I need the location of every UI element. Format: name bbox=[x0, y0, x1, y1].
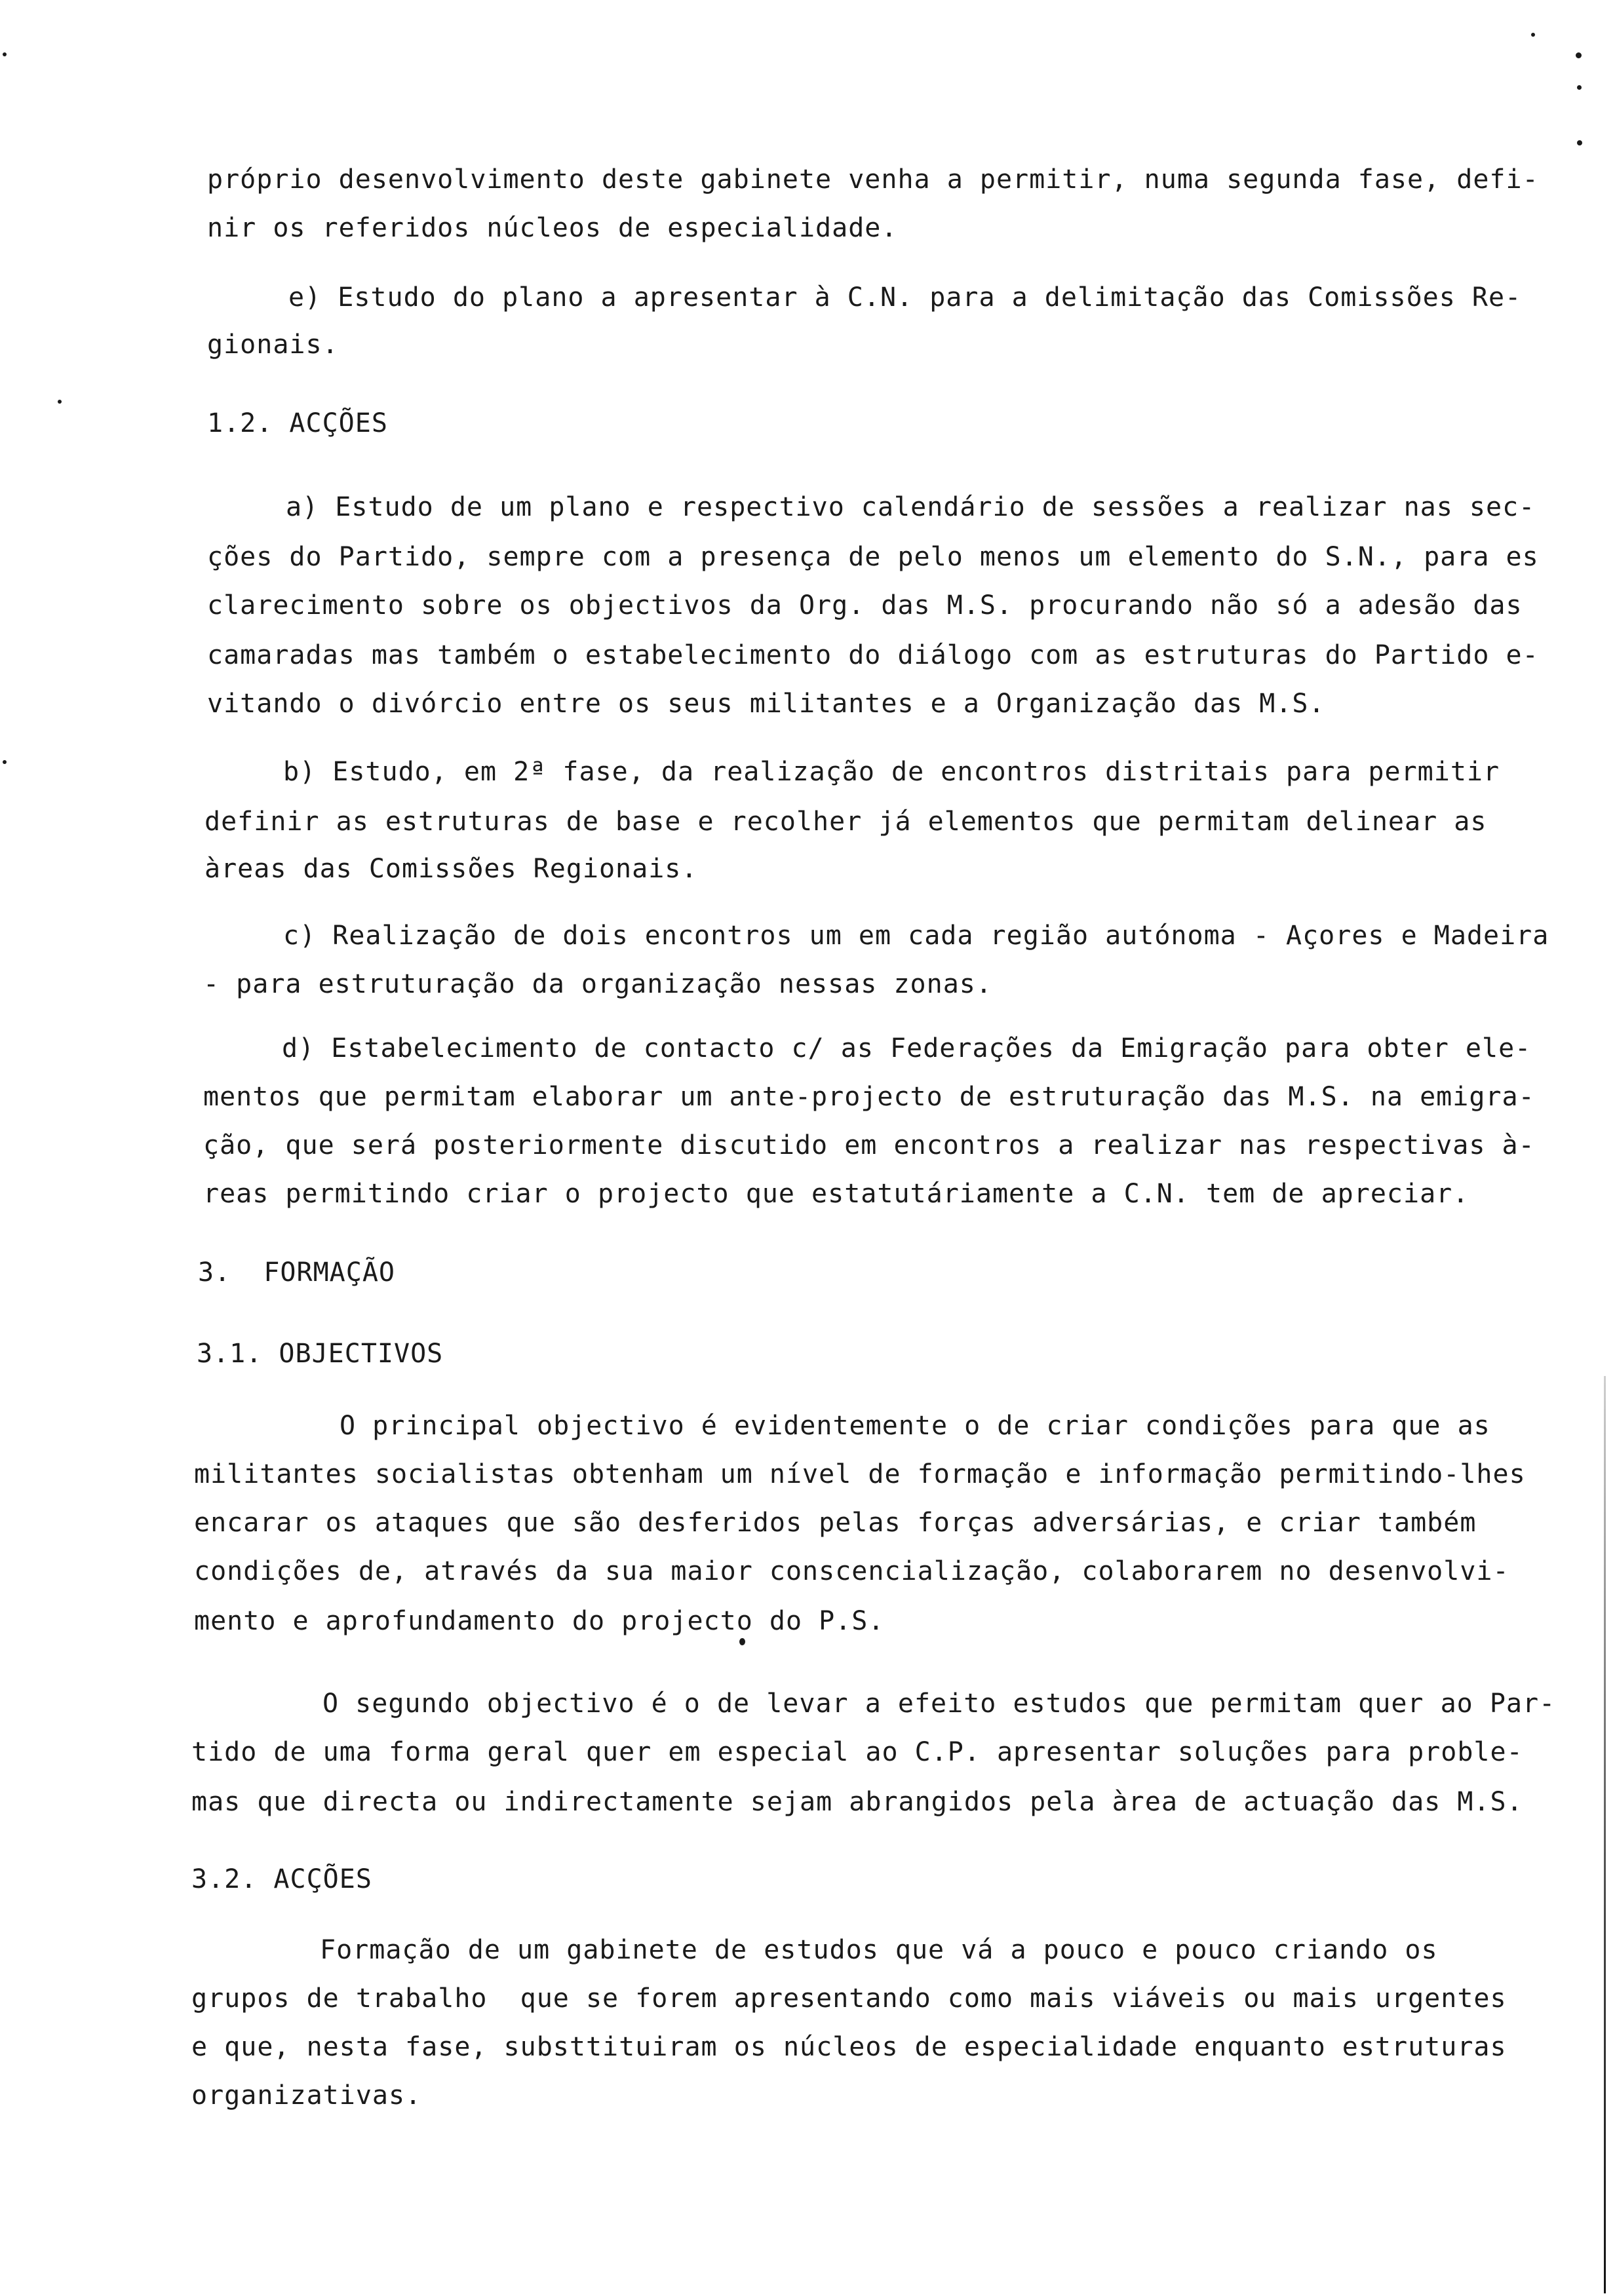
section-heading: 3.1. OBJECTIVOS bbox=[197, 1339, 444, 1369]
text-line: reas permitindo criar o projecto que estatutáriamente a C.N. tem de apreciar. bbox=[203, 1179, 1469, 1209]
text-line: e) Estudo do plano a apresentar à C.N. para a delimitação das Comissões Re- bbox=[288, 282, 1522, 313]
text-line: a) Estudo de um plano e respectivo calendário de sessões a realizar nas sec- bbox=[286, 492, 1536, 522]
text-line: camaradas mas também o estabelecimento do diálogo com as estruturas do Partido e- bbox=[207, 640, 1539, 670]
page-edge-line bbox=[1604, 1376, 1606, 2293]
scan-dot bbox=[1576, 52, 1582, 58]
scan-dot bbox=[739, 1638, 745, 1645]
text-line: gionais. bbox=[207, 330, 339, 360]
text-line: definir as estruturas de base e recolher já elementos que permitam delinear as bbox=[204, 807, 1487, 837]
text-line: nir os referidos núcleos de especialidade. bbox=[207, 213, 898, 243]
scan-dot bbox=[1577, 140, 1582, 145]
section-heading: 3. FORMAÇÃO bbox=[198, 1257, 395, 1288]
text-line: encarar os ataques que são desferidos pelas forças adversárias, e criar também bbox=[194, 1508, 1477, 1538]
text-line: mento e aprofundamento do projecto do P.S. bbox=[194, 1606, 885, 1636]
text-line: mas que directa ou indirectamente sejam abrangidos pela àrea de actuação das M.S. bbox=[191, 1787, 1523, 1817]
scan-dot bbox=[58, 400, 62, 404]
text-line: mentos que permitam elaborar um ante-projecto de estruturação das M.S. na emigra- bbox=[203, 1082, 1535, 1112]
text-line: Formação de um gabinete de estudos que vá a pouco e pouco criando os bbox=[320, 1935, 1438, 1965]
text-line: organizativas. bbox=[191, 2080, 422, 2111]
scan-dot bbox=[3, 52, 7, 56]
text-line: c) Realização de dois encontros um em cada região autónoma - Açores e Madeira bbox=[283, 921, 1549, 951]
text-line: - para estruturação da organização nessas zonas. bbox=[203, 969, 992, 999]
text-line: grupos de trabalho que se forem apresentando como mais viáveis ou mais urgentes bbox=[191, 1983, 1507, 2014]
text-line: ção, que será posteriormente discutido em encontros a realizar nas respectivas à- bbox=[203, 1130, 1535, 1160]
section-heading: 1.2. ACÇÕES bbox=[207, 408, 388, 438]
scan-dot bbox=[1577, 85, 1582, 90]
text-line: próprio desenvolvimento deste gabinete venha a permitir, numa segunda fase, defi- bbox=[207, 164, 1539, 195]
text-line: vitando o divórcio entre os seus militantes e a Organização das M.S. bbox=[207, 689, 1325, 719]
text-line: clarecimento sobre os objectivos da Org. das M.S. procurando não só a adesão das bbox=[207, 590, 1523, 621]
text-line: e que, nesta fase, substtituiram os núcleos de especialidade enquanto estruturas bbox=[191, 2032, 1507, 2062]
text-line: b) Estudo, em 2ª fase, da realização de encontros distritais para permitir bbox=[283, 757, 1500, 787]
section-heading: 3.2. ACÇÕES bbox=[191, 1864, 372, 1894]
scan-dot bbox=[3, 760, 7, 764]
text-line: ções do Partido, sempre com a presença de pelo menos um elemento do S.N., para es bbox=[207, 542, 1539, 572]
text-line: O principal objectivo é evidentemente o de criar condições para que as bbox=[340, 1411, 1490, 1441]
text-line: militantes socialistas obtenham um nível de formação e informação permitindo-lhes bbox=[194, 1459, 1526, 1489]
text-line: àreas das Comissões Regionais. bbox=[204, 854, 698, 884]
text-line: condições de, através da sua maior conscencialização, colaborarem no desenvolvi- bbox=[194, 1556, 1509, 1586]
scan-dot bbox=[1531, 33, 1535, 37]
text-line: tido de uma forma geral quer em especial ao C.P. apresentar soluções para proble- bbox=[191, 1737, 1523, 1767]
text-line: O segundo objectivo é o de levar a efeito estudos que permitam quer ao Par- bbox=[322, 1689, 1556, 1719]
text-line: d) Estabelecimento de contacto c/ as Federações da Emigração para obter ele- bbox=[282, 1033, 1532, 1063]
